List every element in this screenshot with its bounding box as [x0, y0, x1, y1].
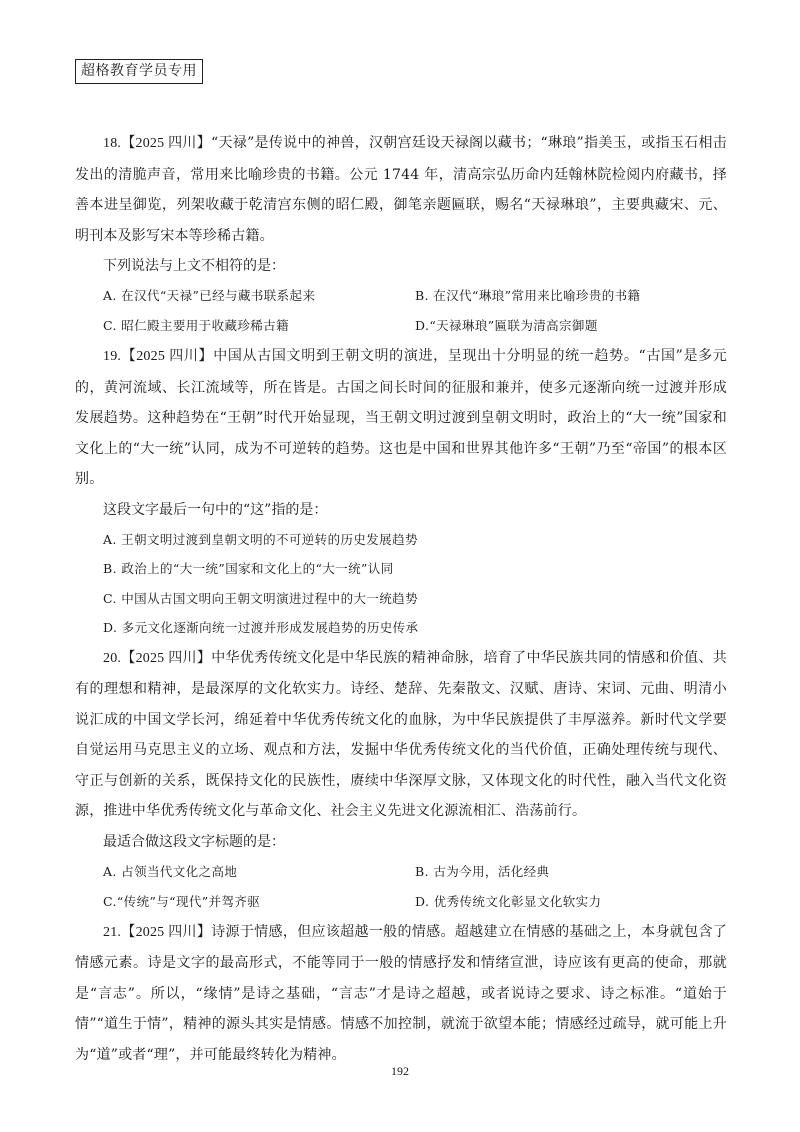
passage-text: “天禄”是传说中的神兽，汉朝宫廷设天禄阁以藏书；“琳琅”指美玉，或指玉石相击发出的清脆声音，常用来比喻珍贵的书籍。公元 1744 年，清高宗弘历命内廷翰林院检阅内府藏书，择善本进呈御览，列架收藏于乾清宫东侧的昭仁殿，御笔亲题匾联，赐名“天禄琳琅”，主要典藏宋、元、明刊本及影写宋本等珍稀古籍。	[75, 135, 727, 244]
question-19-options	[75, 525, 727, 643]
page-number: 192	[391, 1064, 409, 1078]
question-18-passage	[75, 128, 727, 251]
question-20-options	[75, 857, 727, 917]
question-20	[75, 643, 727, 917]
option-c[interactable]: C. 昭仁殿主要用于收藏珍稀古籍	[103, 318, 289, 333]
option-d[interactable]: D. 多元文化逐渐向统一过渡并形成发展趋势的历史传承	[103, 620, 419, 635]
question-label: 19.【2025 四川】	[103, 349, 214, 364]
passage-text: 中国从古国文明到王朝文明的演进，呈现出十分明显的统一趋势。“古国”是多元的，黄河流域、长江流域等，所在皆是。古国之间长时间的征服和兼并，使多元逐渐向统一过渡并形成发展趋势。这种趋势在“王朝”时代开始显现，当王朝文明过渡到皇朝文明时，政治上的“大一统”国家和文化上的“大一统”认同，成为不可逆转的趋势。这也是中国和世界其他许多“王朝”乃至“帝国”的根本区别。	[75, 348, 728, 487]
option-a[interactable]: A. 在汉代“天禄”已经与藏书联系起来	[103, 288, 316, 303]
question-label: 20.【2025 四川】	[103, 650, 212, 666]
option-c[interactable]: C. 中国从古国文明向王朝文明演进过程中的大一统趋势	[103, 590, 418, 606]
option-a[interactable]: A. 占领当代文化之高地	[103, 863, 238, 879]
option-d[interactable]: D.“天禄琳琅”匾联为清高宗御题	[415, 318, 598, 333]
question-label: 21.【2025 四川】	[103, 924, 212, 940]
option-c[interactable]: C.“传统”与“现代”并驾齐驱	[103, 893, 261, 909]
question-19-prompt: 这段文字最后一句中的“这”指的是：	[103, 501, 328, 518]
question-18-options	[75, 281, 727, 341]
option-b[interactable]: B. 古为今用，活化经典	[415, 863, 550, 879]
question-label: 18.【2025 四川】	[103, 136, 212, 151]
question-19-passage	[75, 341, 727, 495]
option-b[interactable]: B. 在汉代“琳琅”常用来比喻珍贵的书籍	[415, 288, 641, 303]
question-21-passage	[75, 917, 727, 1071]
question-20-passage	[75, 643, 727, 827]
passage-text: 诗源于情感，但应该超越一般的情感。超越建立在情感的基础之上，本身就包含了情感元素。诗是文字的最高形式，不能等同于一般的情感抒发和情绪宣泄，诗应该有更高的使命，那就是“言志”。所以，“缘情”是诗之基础，“言志”才是诗之超越，或者说诗之要求、诗之标准。“道始于情”“道生于情”，精神的源头其实是情感。情感不加控制，就流于欲望本能；情感经过疏导，就可能上升为“道”或者“理”，并可能最终转化为精神。	[75, 923, 728, 1063]
option-b[interactable]: B. 政治上的“大一统”国家和文化上的“大一统”认同	[103, 561, 394, 576]
passage-text: 中华优秀传统文化是中华民族的精神命脉，培育了中华民族共同的情感和价值、共有的理想和精神，是最深厚的文化软实力。诗经、楚辞、先秦散文、汉赋、唐诗、宋词、元曲、明清小说汇成的中国文学长河，绵延着中华优秀传统文化的血脉，为中华民族提供了丰厚滋养。新时代文学要自觉运用马克思主义的立场、观点和方法，发掘中华优秀传统文化的当代价值，正确处理传统与现代、守正与创新的关系，既保持文化的民族性，赓续中华深厚文脉，又体现文化的时代性，融入当代文化资源，推进中华优秀传统文化与革命文化、社会主义先进文化源流相汇、浩荡前行。	[75, 649, 728, 819]
option-d[interactable]: D. 优秀传统文化彰显文化软实力	[415, 893, 602, 909]
student-use-stamp: 超格教育学员专用	[75, 59, 203, 84]
question-19	[75, 341, 727, 643]
question-20-prompt: 最适合做这段文字标题的是：	[103, 833, 285, 850]
option-a[interactable]: A. 王朝文明过渡到皇朝文明的不可逆转的历史发展趋势	[103, 531, 418, 547]
question-18-prompt: 下列说法与上文不相符的是：	[103, 258, 285, 274]
page-content	[75, 128, 727, 1070]
question-18	[75, 128, 727, 341]
question-21	[75, 917, 727, 1071]
